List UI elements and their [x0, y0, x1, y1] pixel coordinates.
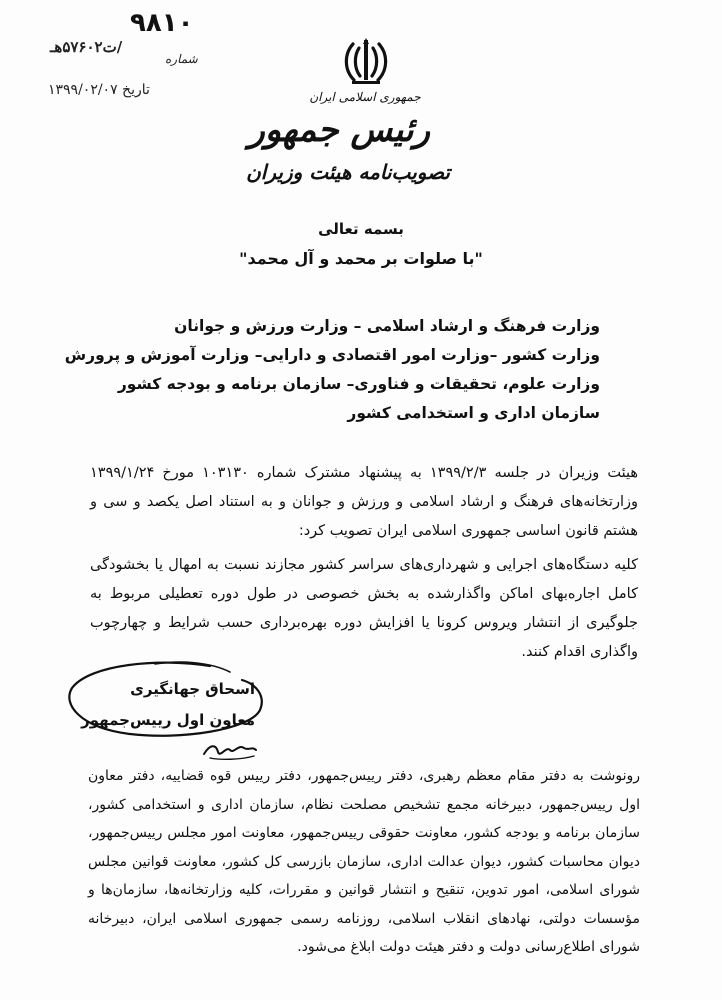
body-decision: کلیه دستگاه‌های اجرایی و شهرداری‌های سراسر کشور مجازند نسبت به امهال یا بخشودگی کامل اجاره‌بهای اماکن واگذارشده به بخش خصوصی در طول دوره تعطیلی مربوط به جلوگیری از انتشار ویروس کرونا یا افزایش دوره بهره‌برداری حسب شرایط و چهارچوب واگذاری اقدام کنند. — [90, 557, 638, 660]
copies-distribution: رونوشت به دفتر مقام معظم رهبری، دفتر رییس‌جمهور، دفتر رییس قوه قضاییه، دفتر معاون اول رییس‌جمهور، دبیرخانه مجمع تشخیص مصلحت نظام، سازمان اداری و استخدامی کشور، سازمان برنامه و بودجه کشور، معاونت حقوقی رییس‌جمهور، معاونت امور مجلس رییس‌جمهور، دیوان محاسبات کشور، دیوان عدالت اداری، سازمان بازرسی کل کشور، معاونت قوانین مجلس شورای اسلامی، امور تدوین، تنقیح و انتشار قوانین و مقررات، کلیه وزارتخانه‌ها، سازمان‌ها و مؤسسات دولتی، نهادهای انقلاب اسلامی، روزنامه رسمی جمهوری اسلامی ایران، دبیرخانه شورای اطلاع‌رسانی دولت و دفتر هیئت دولت ابلاغ می‌شود. — [88, 768, 640, 955]
invocation-line-2: "با صلوات بر محمد و آل محمد" — [239, 249, 483, 268]
iran-emblem-icon — [340, 36, 392, 88]
president-title: رئیس جمهور — [248, 110, 430, 150]
recipient-line: وزارت علوم، تحقیقات و فناوری– سازمان برنامه و بودجه کشور — [117, 375, 600, 393]
recipients-list — [64, 312, 600, 428]
invocation-line-1: بسمه تعالی — [318, 220, 404, 238]
recipient-line: سازمان اداری و استخدامی کشور — [347, 404, 600, 422]
letter-number: /ت۵۷۶۰۲هـ — [50, 38, 123, 56]
signatory-title: معاون اول رییس‌جمهور — [81, 711, 255, 729]
recipient-line: وزارت فرهنگ و ارشاد اسلامی – وزارت ورزش و جوانان — [174, 317, 600, 335]
signatory-name: اسحاق جهانگیری — [130, 680, 255, 698]
letter-date: تاریخ ۱۳۹۹/۰۲/۰۷ — [48, 82, 150, 98]
republic-title: جمهوری اسلامی ایران — [309, 90, 421, 104]
approval-title: تصویب‌نامه هیئت وزیران — [246, 160, 450, 184]
handwritten-number: ۹۸۱۰ — [130, 8, 194, 38]
body-intro: هیئت وزیران در جلسه ۱۳۹۹/۲/۳ به پیشنهاد مشترک شماره ۱۰۳۱۳۰ مورخ ۱۳۹۹/۱/۲۴ وزارتخانه‌های فرهنگ و ارشاد اسلامی و ورزش و جوانان و به استناد اصل یکصد و سی و هشتم قانون اساسی جمهوری اسلامی ایران تصویب کرد: — [90, 465, 638, 539]
recipient-line: وزارت کشور –وزارت امور اقتصادی و دارایی– وزارت آموزش و پرورش — [64, 346, 600, 364]
number-label: شماره — [165, 52, 198, 66]
handwritten-signature — [200, 738, 260, 762]
